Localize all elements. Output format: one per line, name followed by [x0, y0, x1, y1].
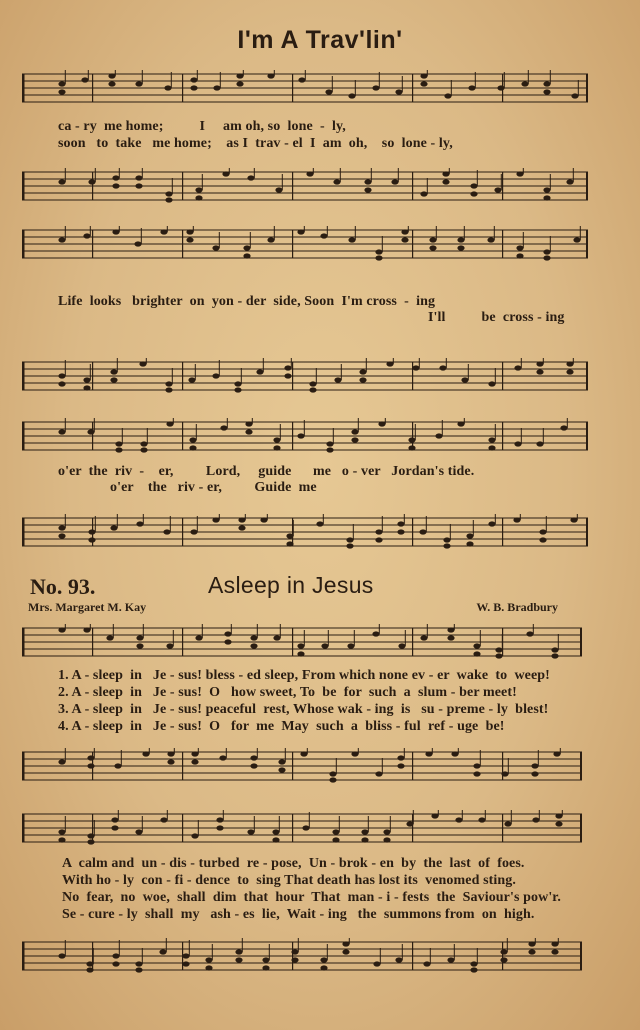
lyric-line: Life looks brighter on yon - der side, Soon I'm cross - ing [58, 294, 436, 309]
bass-staff [22, 748, 582, 784]
lyric-line: o'er the riv - er, Guide me [110, 480, 317, 495]
lyric-line: o'er the riv - er, Lord, guide me o - ver Jordan's tide. [58, 464, 475, 479]
lyric-line: soon to take me home; as I trav - el I am oh, so lone - ly, [58, 136, 453, 151]
treble-staff [22, 70, 588, 106]
bass-staff [22, 514, 588, 550]
author-credit: Mrs. Margaret M. Kay [28, 600, 147, 614]
treble-staff [22, 418, 588, 454]
verse-line: A calm and un - dis - turbed re - pose, Un - brok - en by the last of foes. [62, 856, 525, 871]
verse-line: 4. A - sleep in Je - sus! O for me May such a bliss - ful ref - uge be! [58, 719, 505, 734]
song-title: Asleep in Jesus [208, 572, 374, 598]
bass-staff [22, 168, 588, 204]
lyric-line: I'll be cross - ing [428, 310, 565, 325]
treble-staff [22, 810, 582, 846]
bass-staff [22, 938, 582, 974]
treble-staff [22, 226, 588, 262]
treble-staff [22, 624, 582, 660]
hymn-number: No. 93. [30, 574, 96, 599]
bass-staff [22, 358, 588, 394]
lyric-line: ca - ry me home; I am oh, so lone - ly, [58, 119, 346, 134]
composer-credit: W. B. Bradbury [476, 600, 558, 614]
verse-line: 2. A - sleep in Je - sus! O how sweet, To be for such a slum - ber meet! [58, 685, 517, 700]
verse-line: No fear, no woe, shall dim that hour That man - i - fests the Saviour's pow'r. [62, 890, 561, 905]
verse-line: Se - cure - ly shall my ash - es lie, Wait - ing the summons from on high. [62, 907, 535, 922]
song-title: I'm A Trav'lin' [237, 26, 403, 54]
verse-line: With ho - ly con - fi - dence to sing That death has lost its venomed sting. [62, 873, 516, 888]
verse-line: 1. A - sleep in Je - sus! bless - ed sleep, From which none ev - er wake to weep! [58, 668, 550, 683]
verse-line: 3. A - sleep in Je - sus! peaceful rest, Whose wak - ing is su - preme - ly blest! [58, 702, 549, 717]
